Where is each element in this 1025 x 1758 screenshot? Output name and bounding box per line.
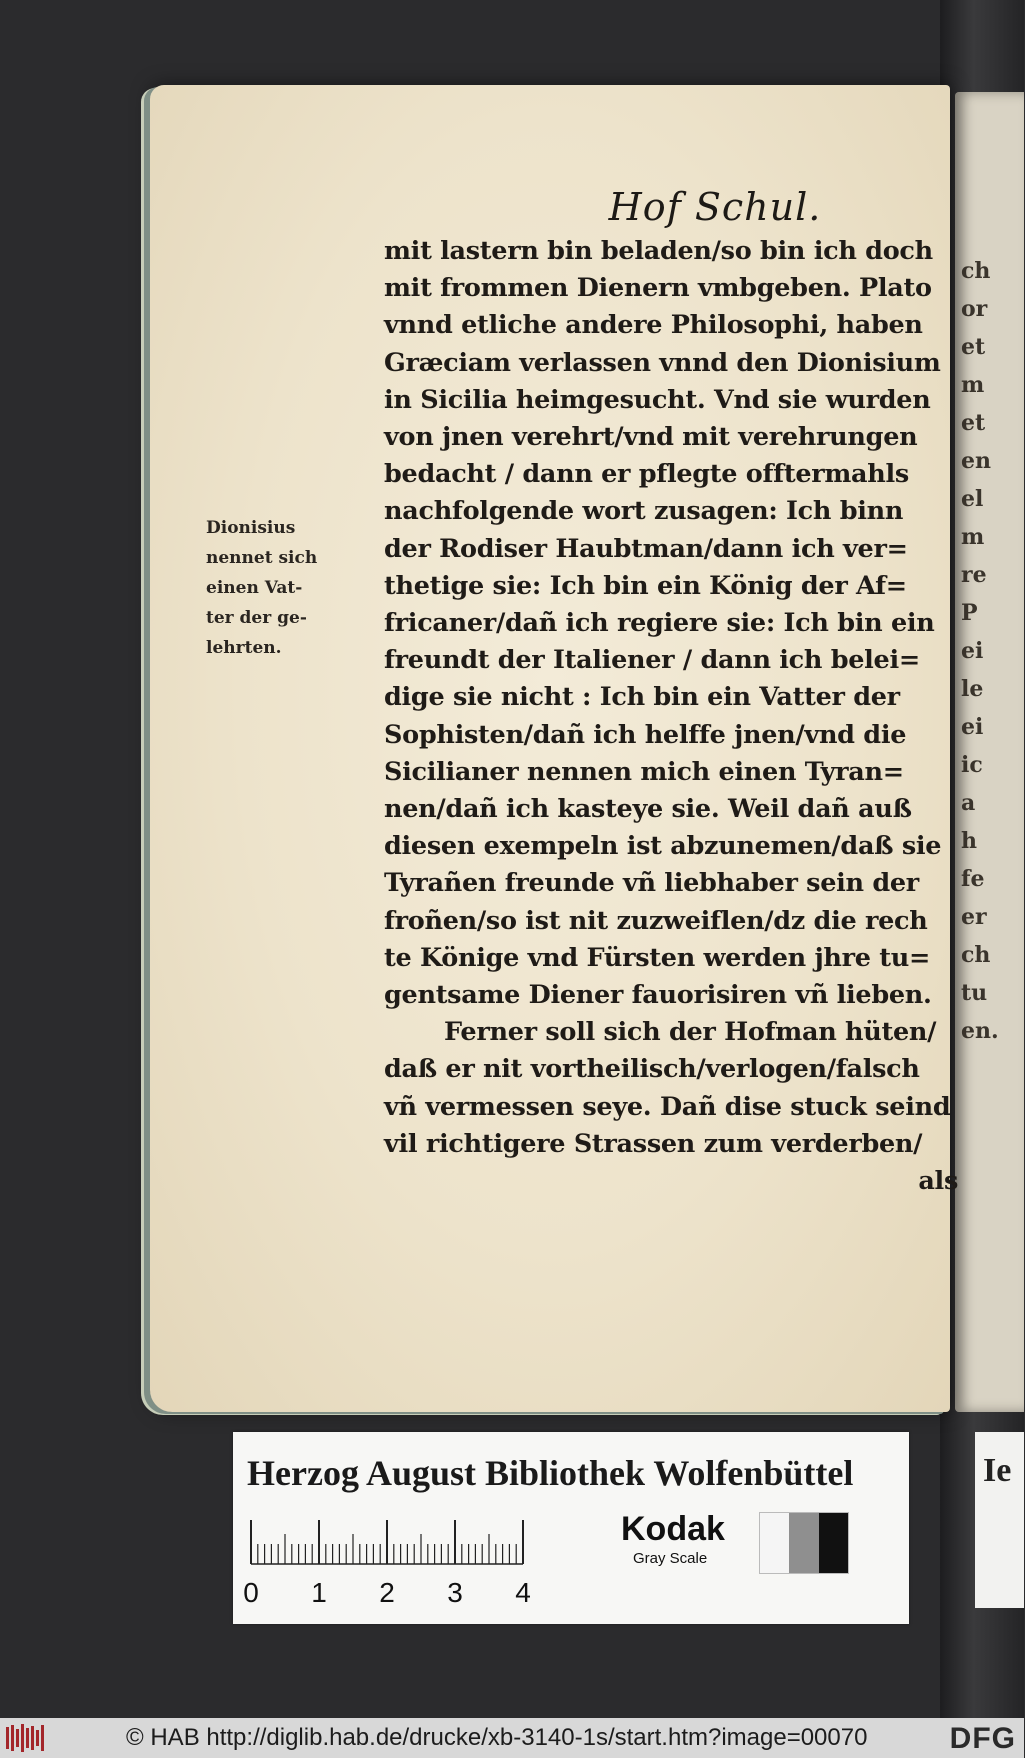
marginal-note-line: lehrten. — [206, 638, 282, 658]
facing-page-fragment: en — [961, 448, 991, 474]
text-line: Sophisten/dañ ich helffe jnen/vnd die — [384, 719, 907, 750]
text-line: dige sie nicht : Ich bin ein Vatter der — [384, 682, 900, 713]
text-line: mit frommen Dienern vmbgeben. Plato — [384, 273, 932, 304]
facing-page-fragment: m — [961, 372, 985, 398]
text-line: nachfolgende wort zusagen: Ich binn — [384, 496, 904, 527]
partial-calibration-card — [975, 1432, 1024, 1608]
page-body-text — [384, 233, 958, 1200]
facing-page-fragment: re — [961, 562, 987, 588]
ruler-number: 2 — [379, 1577, 395, 1608]
book-page — [150, 85, 958, 1412]
text-line: fricaner/dañ ich regiere sie: Ich bin ein — [384, 608, 935, 639]
color-calibration-card — [233, 1432, 909, 1624]
facing-page-fragment: en. — [961, 1018, 999, 1044]
text-line: von jnen verehrt/vnd mit verehrungen — [384, 422, 918, 453]
facing-page-fragment: m — [961, 524, 985, 550]
text-line: Græciam verlassen vnnd den Dionisium — [384, 347, 941, 378]
partial-card-text: Ie — [983, 1452, 1012, 1489]
text-line: Ferner soll sich der Hofman hüten/ — [444, 1017, 937, 1048]
marginal-note — [206, 513, 324, 663]
facing-page-fragment: et — [961, 334, 986, 360]
facing-page-fragment: et — [961, 410, 986, 436]
text-line: froñen/so ist nit zuzweiflen/dz die rech — [384, 905, 928, 936]
facing-page-fragment: or — [961, 296, 988, 322]
facing-page-fragment: P — [961, 600, 978, 626]
facing-page-fragment: ch — [961, 258, 991, 284]
facing-page-fragment: h — [961, 828, 977, 854]
text-line: Sicilianer nennen mich einen Tyran= — [384, 756, 904, 787]
text-line: daß er nit vortheilisch/verlogen/falsch — [384, 1054, 920, 1085]
text-line: der Rodiser Haubtman/dann ich ver= — [384, 533, 908, 564]
text-line: gentsame Diener fauorisiren vñ lieben. — [384, 980, 932, 1011]
footer-attribution-link[interactable]: © HAB http://diglib.hab.de/drucke/xb-3140-1s/start.htm?image=00070 — [126, 1724, 868, 1751]
facing-page-fragment: ei — [961, 638, 984, 664]
gray-swatch — [819, 1513, 848, 1573]
text-line: diesen exempeln ist abzunemen/daß sie — [384, 831, 942, 862]
facing-page-fragment: le — [961, 676, 984, 702]
facing-page-fragment: ch — [961, 942, 991, 968]
ruler-number: 4 — [515, 1577, 531, 1608]
facing-page — [955, 92, 1024, 1412]
facing-page-fragment: er — [961, 904, 987, 930]
kodak-brand: Kodak — [621, 1510, 725, 1548]
text-line: freundt der Italiener / dann ich belei= — [384, 645, 920, 676]
text-line: in Sicilia heimgesucht. Vnd sie wurden — [384, 384, 931, 415]
marginal-note-line: nennet sich — [206, 548, 318, 568]
text-line: thetige sie: Ich bin ein König der Af= — [384, 570, 907, 601]
dfg-logo: DFG — [949, 1722, 1016, 1755]
gray-swatch — [789, 1513, 818, 1573]
ruler-scale — [243, 1520, 551, 1620]
facing-page-fragment: fe — [961, 866, 985, 892]
facing-page-fragment: tu — [961, 980, 988, 1006]
facing-page-text — [961, 252, 1025, 1050]
gray-swatch — [760, 1513, 789, 1573]
ruler-number: 1 — [311, 1577, 327, 1608]
footer-bar — [0, 1718, 1024, 1758]
text-line: vñ vermessen seye. Dañ dise stuck seind — [384, 1091, 951, 1122]
text-line: als — [918, 1166, 958, 1197]
text-line: bedacht / dann er pflegte offtermahls — [384, 459, 909, 490]
kodak-gray-scale-label: Gray Scale — [633, 1550, 708, 1567]
hab-logo-icon — [6, 1724, 46, 1752]
running-head: Hof Schul. — [608, 185, 822, 229]
text-line: Tyrañen freunde vñ liebhaber sein der — [384, 868, 919, 899]
text-line: vil richtigere Strassen zum verderben/ — [384, 1128, 923, 1159]
text-line: nen/dañ ich kasteye sie. Weil dañ auß — [384, 794, 912, 825]
marginal-note-line: einen Vat- — [206, 578, 303, 598]
facing-page-fragment: ei — [961, 714, 984, 740]
marginal-note-line: Dionisius — [206, 518, 296, 538]
marginal-note-line: ter der ge- — [206, 608, 307, 628]
gray-scale-swatches — [759, 1512, 849, 1574]
ruler-number: 0 — [243, 1577, 259, 1608]
text-line: vnnd etliche andere Philosophi, haben — [384, 310, 923, 341]
text-line: mit lastern bin beladen/so bin ich doch — [384, 236, 933, 266]
ruler-number: 3 — [447, 1577, 463, 1608]
facing-page-fragment: el — [961, 486, 984, 512]
facing-page-fragment: a — [961, 790, 976, 816]
text-line: te Könige vnd Fürsten werden jhre tu= — [384, 942, 931, 973]
library-name: Herzog August Bibliothek Wolfenbüttel — [247, 1453, 854, 1493]
facing-page-fragment: ic — [961, 752, 983, 778]
